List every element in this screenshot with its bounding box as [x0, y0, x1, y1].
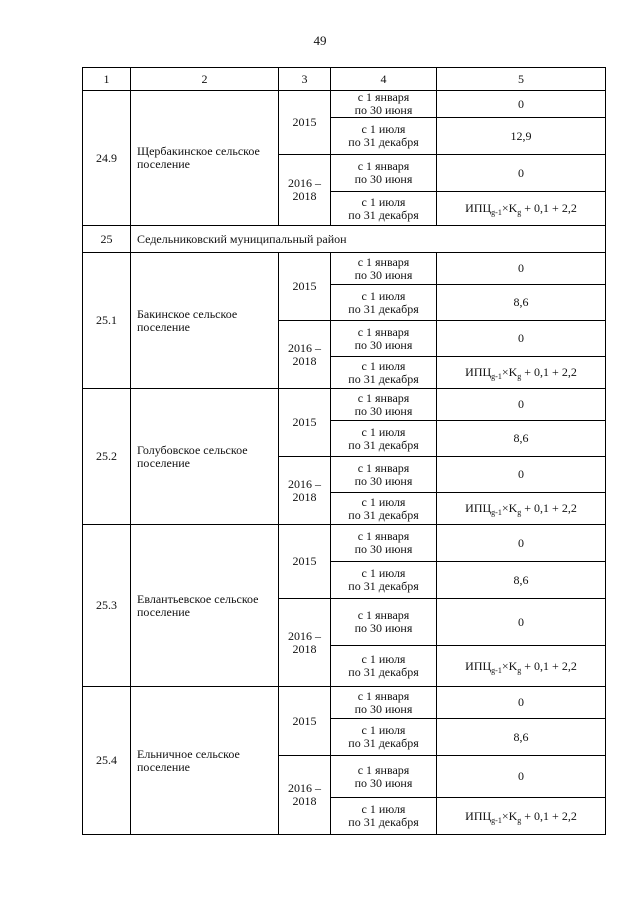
settlement-name-line: поселение [137, 604, 191, 619]
period-line: с 1 июля [361, 194, 406, 209]
region-row [83, 226, 606, 253]
period-line: с 1 июля [361, 358, 406, 373]
period-cell [331, 253, 437, 285]
year-line: 2016 – [288, 628, 321, 643]
value-cell: 0 [437, 525, 606, 562]
period-cell [331, 321, 437, 357]
period-line: с 1 июля [361, 288, 406, 303]
period-cell [331, 155, 437, 192]
period-line: по 31 декабря [348, 665, 419, 679]
period-line: с 1 января [357, 688, 410, 703]
period-line: по 30 июня [354, 337, 413, 352]
value-cell: 8,6 [437, 421, 606, 457]
formula-tail: + 0,1 + 2,2 [521, 201, 577, 215]
settlement-name-line: поселение [137, 759, 191, 774]
formula-tail: + 0,1 + 2,2 [521, 808, 577, 823]
year-cell: 2015 [279, 91, 331, 155]
period-cell [331, 389, 437, 421]
settlement-name-line: Голубовское сельское [137, 442, 248, 457]
period-cell [331, 525, 437, 562]
period-line: по 31 декабря [348, 207, 419, 222]
row-number: 25.1 [83, 253, 131, 389]
formula-ipc-subscript: g-1 [491, 372, 502, 381]
value-cell: 0 [437, 389, 606, 421]
formula-k: ×K [501, 365, 518, 379]
period-line: по 31 декабря [348, 579, 419, 593]
period-line: по 30 июня [354, 267, 413, 282]
formula-ipc: ИПЦ [465, 658, 492, 673]
period-line: по 31 декабря [348, 437, 419, 452]
value-cell: 0 [437, 599, 606, 646]
settlement-name [131, 389, 279, 525]
tariff-table [82, 67, 606, 835]
formula-cell [437, 646, 606, 687]
year-line: 2016 – [288, 340, 321, 355]
formula-cell [437, 192, 606, 226]
period-cell [331, 493, 437, 525]
year-line: 2018 [292, 189, 317, 203]
period-cell [331, 562, 437, 599]
year-cell [279, 321, 331, 389]
year-cell [279, 756, 331, 835]
settlement-name-line: Бакинское сельское [137, 306, 238, 321]
period-line: с 1 января [357, 460, 410, 475]
formula-ipc: ИПЦ [465, 501, 492, 515]
period-line: с 1 января [357, 159, 410, 173]
year-line: 2018 [292, 353, 317, 368]
period-line: по 30 июня [354, 103, 413, 117]
formula-tail: + 0,1 + 2,2 [521, 658, 577, 673]
year-line: 2016 – [288, 476, 321, 491]
row-number: 25.4 [83, 687, 131, 835]
period-line: по 30 июня [354, 172, 413, 186]
table-row [83, 253, 606, 285]
period-line: с 1 января [357, 390, 410, 405]
year-line: 2016 – [288, 781, 321, 795]
period-cell [331, 646, 437, 687]
period-cell [331, 457, 437, 493]
formula-tail: + 0,1 + 2,2 [521, 501, 577, 515]
year-line: 2018 [292, 641, 317, 656]
value-cell: 0 [437, 91, 606, 118]
year-cell [279, 155, 331, 226]
region-name: Седельниковский муниципальный район [131, 226, 606, 253]
period-cell [331, 756, 437, 798]
period-line: по 30 июня [354, 473, 413, 488]
formula-cell [437, 357, 606, 389]
formula-k-subscript: g [517, 208, 522, 217]
year-cell: 2015 [279, 253, 331, 321]
year-line: 2016 – [288, 176, 321, 190]
value-cell: 0 [437, 457, 606, 493]
formula-ipc: ИПЦ [465, 201, 492, 215]
value-cell: 0 [437, 756, 606, 798]
row-number: 25.2 [83, 389, 131, 525]
period-line: по 31 декабря [348, 736, 419, 750]
period-line: по 31 декабря [348, 815, 419, 829]
formula-k-subscript: g [517, 815, 522, 825]
settlement-name [131, 687, 279, 835]
period-line: с 1 июля [361, 424, 406, 439]
period-line: по 30 июня [354, 621, 413, 635]
table-row [83, 389, 606, 421]
page-number: 49 [313, 33, 327, 48]
period-line: с 1 января [357, 90, 410, 104]
formula-ipc-subscript: g-1 [491, 815, 502, 825]
column-header: 1 [83, 68, 131, 91]
period-line: по 31 декабря [348, 301, 419, 316]
value-cell: 0 [437, 155, 606, 192]
settlement-name [131, 525, 279, 687]
region-number: 25 [83, 226, 131, 253]
settlement-name [131, 91, 279, 226]
period-cell [331, 719, 437, 756]
period-line: с 1 января [357, 529, 410, 543]
value-cell: 8,6 [437, 719, 606, 756]
value-cell: 0 [437, 687, 606, 719]
period-line: по 31 декабря [348, 135, 419, 149]
value-cell: 8,6 [437, 562, 606, 599]
table-row [83, 687, 606, 719]
settlement-name-line: поселение [137, 319, 191, 334]
formula-k-subscript: g [517, 372, 522, 381]
formula-cell [437, 493, 606, 525]
period-line: с 1 июля [361, 652, 406, 666]
formula-ipc: ИПЦ [465, 365, 492, 379]
period-line: с 1 июля [361, 494, 406, 509]
value-cell: 0 [437, 253, 606, 285]
value-cell: 12,9 [437, 118, 606, 155]
value-cell: 8,6 [437, 285, 606, 321]
year-cell: 2015 [279, 687, 331, 756]
settlement-name-line: поселение [137, 157, 191, 171]
settlement-name-line: Ельничное сельское [137, 746, 240, 761]
period-line: с 1 июля [361, 723, 406, 737]
table-row [83, 91, 606, 118]
period-line: с 1 июля [361, 802, 406, 816]
formula-ipc-subscript: g-1 [491, 208, 502, 217]
period-cell [331, 357, 437, 389]
settlement-name [131, 253, 279, 389]
row-number: 24.9 [83, 91, 131, 226]
settlement-name-line: Евлантьевское сельское [137, 591, 259, 606]
row-number: 25.3 [83, 525, 131, 687]
period-cell [331, 798, 437, 835]
formula-k: ×K [501, 808, 518, 823]
formula-cell [437, 798, 606, 835]
period-line: по 30 июня [354, 701, 413, 716]
settlement-name-line: Щербакинское сельское [137, 144, 260, 158]
column-header: 3 [279, 68, 331, 91]
year-cell: 2015 [279, 525, 331, 599]
year-line: 2018 [292, 794, 317, 808]
period-line: с 1 января [357, 324, 410, 339]
period-line: по 30 июня [354, 775, 413, 790]
period-cell [331, 192, 437, 226]
column-header: 2 [131, 68, 279, 91]
settlement-name-line: поселение [137, 455, 191, 470]
period-line: по 30 июня [354, 403, 413, 418]
formula-ipc-subscript: g-1 [491, 508, 502, 517]
formula-ipc-subscript: g-1 [491, 665, 502, 675]
year-cell [279, 457, 331, 525]
period-cell [331, 285, 437, 321]
period-cell [331, 118, 437, 155]
formula-tail: + 0,1 + 2,2 [521, 365, 577, 379]
value-cell: 0 [437, 321, 606, 357]
period-line: с 1 июля [361, 122, 406, 136]
period-line: с 1 января [357, 254, 410, 269]
period-line: по 31 декабря [348, 507, 419, 522]
table-row [83, 525, 606, 562]
column-header: 5 [437, 68, 606, 91]
period-cell [331, 421, 437, 457]
formula-k: ×K [501, 658, 518, 673]
period-line: с 1 января [357, 762, 410, 777]
period-cell [331, 599, 437, 646]
formula-ipc: ИПЦ [465, 808, 492, 823]
period-cell [331, 91, 437, 118]
year-line: 2018 [292, 489, 317, 504]
period-line: по 30 июня [354, 542, 413, 556]
formula-k: ×K [501, 501, 518, 515]
period-line: по 31 декабря [348, 371, 419, 386]
header-row [83, 68, 606, 91]
formula-k-subscript: g [517, 508, 522, 517]
period-cell [331, 687, 437, 719]
year-cell: 2015 [279, 389, 331, 457]
year-cell [279, 599, 331, 687]
formula-k-subscript: g [517, 665, 522, 675]
formula-k: ×K [501, 201, 518, 215]
period-line: с 1 июля [361, 566, 406, 580]
column-header: 4 [331, 68, 437, 91]
period-line: с 1 января [357, 608, 410, 622]
